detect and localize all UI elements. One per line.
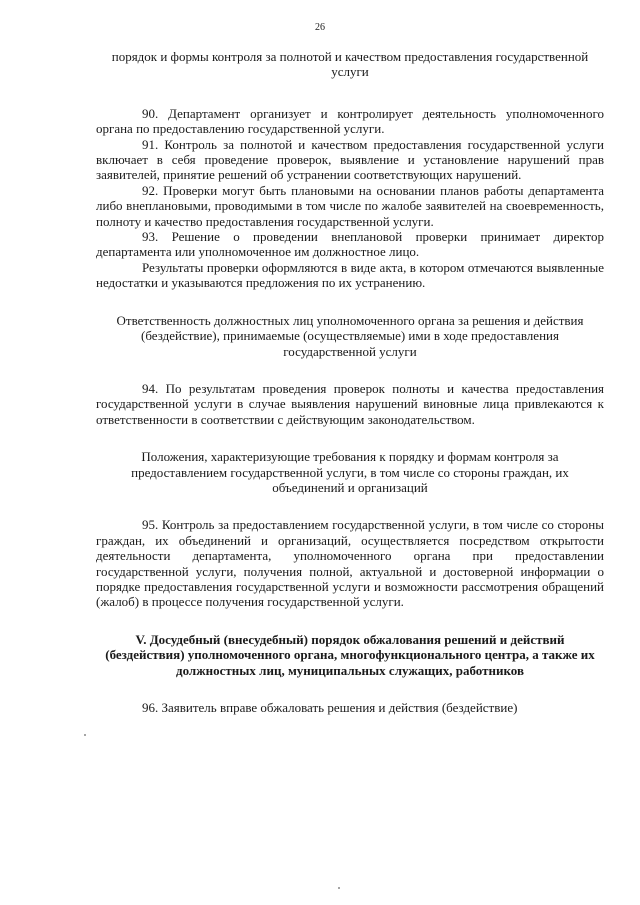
section-heading-appeal: V. Досудебный (внесудебный) порядок обжалования решений и действий (бездействия) уполномоченного органа, многофункционального центра, а также их должностных лиц, муниципальных служащих, работников: [105, 631, 595, 678]
section-heading-citizen-control: Положения, характеризующие требования к порядку и формам контроля за предоставлением государственной услуги, в том числе со стороны граждан, их объединений и организаций: [131, 449, 569, 495]
paragraph-90: 90. Департамент организует и контролирует деятельность уполномоченного органа по предоставлению государственной услуги.: [96, 105, 604, 137]
paragraph-results: Результаты проверки оформляются в виде акта, в котором отмечаются выявленные недостатки и указываются предложения по их устранению.: [96, 259, 604, 291]
page-number: 26: [315, 22, 325, 33]
paragraph-95: 95. Контроль за предоставлением государственной услуги, в том числе со стороны граждан, их объединений и организаций, осуществляется посредством открытости деятельности департамента, уполномоченного органа при предоставлении государственной услуги, получения полной, актуальной и достоверной информации о порядке предоставления государственной услуги и возможности рассмотрения обращений (жалоб) в процессе получения государственной услуги.: [96, 517, 604, 610]
paragraph-93: 93. Решение о проведении внеплановой проверки принимает директор департамента или уполномоченное им должностное лицо.: [96, 229, 604, 260]
paragraph-91: 91. Контроль за полнотой и качеством предоставления государственной услуги включает в себя проведение проверок, выявление и установление нарушений прав заявителей, принятие решений об устранении соответствующих нарушений.: [96, 136, 604, 183]
paragraph-92: 92. Проверки могут быть плановыми на основании планов работы департамента либо внеплановыми, проводимыми в том числе по жалобе заявителей на своевременность, полноту и качество предоставления государственной услуги.: [96, 182, 604, 229]
paragraph-96: 96. Заявитель вправе обжаловать решения и действия (бездействие): [142, 700, 518, 715]
page-content: [96, 49, 604, 715]
scan-speck: [84, 734, 86, 736]
section-heading-responsibility: Ответственность должностных лиц уполномоченного органа за решения и действия (бездействие), принимаемые (осуществляемые) ими в ходе предоставления государственной услуги: [116, 312, 584, 359]
section-heading-control: порядок и формы контроля за полнотой и качеством предоставления государственной услуги: [111, 49, 589, 80]
paragraph-94: 94. По результатам проведения проверок полноты и качества предоставления государственной услуги в случае выявления нарушений виновные лица привлекаются к ответственности в соответствии с действующим законодательством.: [96, 380, 604, 427]
scan-speck: [338, 887, 340, 889]
